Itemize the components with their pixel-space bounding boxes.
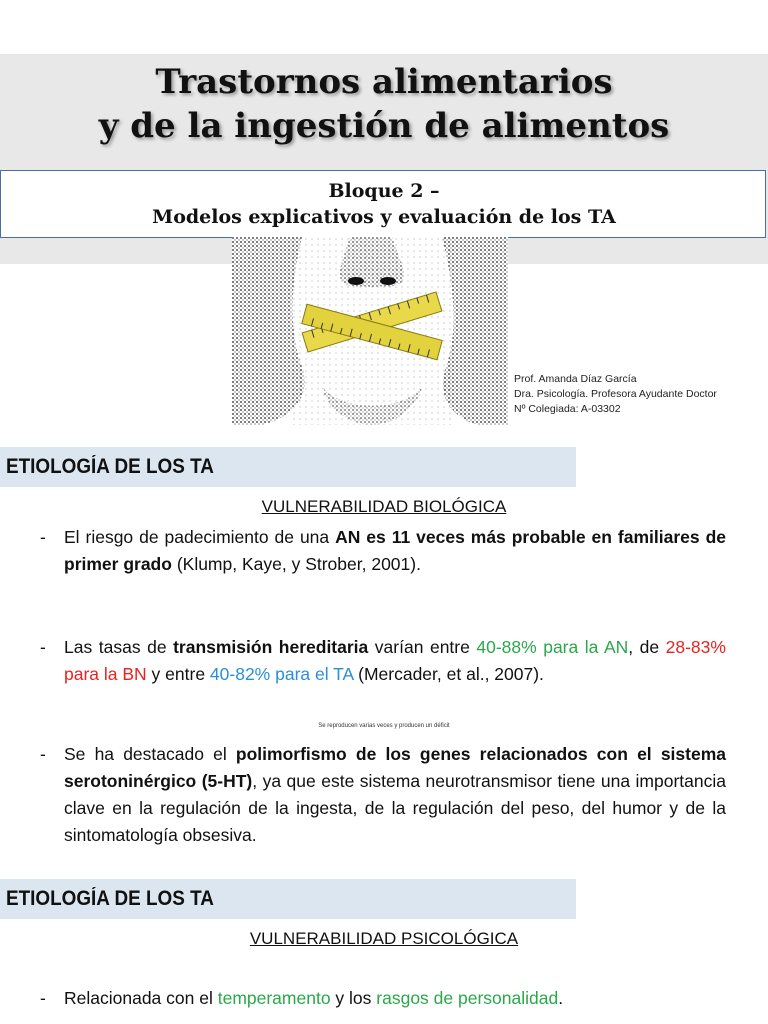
title-line-2: y de la ingestión de alimentos xyxy=(98,106,670,146)
bold-run: AN es 11 veces más probable en familiares de primer grado xyxy=(64,527,726,574)
bullet-serotonin xyxy=(40,741,726,849)
text-run: El riesgo de padecimiento de una xyxy=(64,527,336,547)
slide-title xyxy=(0,60,768,148)
text-run: (Mercader, et al., 2007). xyxy=(353,664,544,684)
bold-run: polimorfismo de los genes relacionados con el sistema serotoninérgico (5-HT) xyxy=(64,744,727,791)
author-degree: Dra. Psicología. Profesora Ayudante Doctor xyxy=(514,388,717,400)
author-name: Prof. Amanda Díaz García xyxy=(514,373,637,385)
bullet-text xyxy=(64,524,726,578)
green-run: temperamento xyxy=(217,988,331,1008)
bullet-dash: - xyxy=(40,744,46,764)
text-run: varían entre xyxy=(368,637,477,657)
title-slide xyxy=(0,0,768,426)
subheading-psychological: VULNERABILIDAD PSICOLÓGICA xyxy=(249,929,519,948)
text-run: Se ha destacado el xyxy=(64,744,236,764)
small-note: Se reproducen varias veces y producen un déficit xyxy=(318,723,450,729)
taped-mouth-face-illustration xyxy=(232,237,508,425)
red-run: 28-83% para la BN xyxy=(64,637,726,684)
text-run: Las tasas de xyxy=(64,637,174,657)
subtitle-line-1: Bloque 2 – xyxy=(328,180,440,202)
bold-run: transmisión hereditaria xyxy=(173,637,369,657)
green-run: rasgos de personalidad xyxy=(376,988,559,1008)
bullet-text xyxy=(64,634,726,688)
subheading-biological: VULNERABILIDAD BIOLÓGICA xyxy=(261,497,507,516)
section-title-psychological: ETIOLOGÍA DE LOS TA xyxy=(6,887,214,910)
slide-subtitle xyxy=(0,178,768,230)
bullet-text xyxy=(64,985,726,1012)
subtitle-line-2: Modelos explicativos y evaluación de los TA xyxy=(152,206,616,228)
blue-run: 40-82% para el TA xyxy=(209,664,354,684)
text-run: (Klump, Kaye, y Strober, 2001). xyxy=(171,554,421,574)
section-title-biological: ETIOLOGÍA DE LOS TA xyxy=(6,455,214,478)
author-info xyxy=(514,372,717,417)
text-run: y entre xyxy=(146,664,210,684)
text-run: y los xyxy=(330,988,377,1008)
author-registration: Nº Colegiada: A-03302 xyxy=(514,403,621,415)
bullet-dash: - xyxy=(40,527,46,547)
bullet-dash: - xyxy=(40,988,46,1008)
bullet-dash: - xyxy=(40,637,46,657)
bullet-an-risk xyxy=(40,524,726,578)
text-run: . xyxy=(558,988,564,1008)
text-run: Relacionada con el xyxy=(64,988,218,1008)
text-run: , ya que este sistema neurotransmisor tiene una importancia clave en la regulación de la ingesta, de la regulación del peso, del humor y de la sintomatología obsesiva. xyxy=(64,771,726,845)
face-drawing-icon xyxy=(232,237,508,425)
text-run: , de xyxy=(628,637,666,657)
bullet-heritability xyxy=(40,634,726,688)
bullet-temperament xyxy=(40,985,726,1012)
bullet-text xyxy=(64,741,726,849)
green-run: 40-88% para la AN xyxy=(476,637,629,657)
title-line-1: Trastornos alimentarios xyxy=(155,62,613,102)
